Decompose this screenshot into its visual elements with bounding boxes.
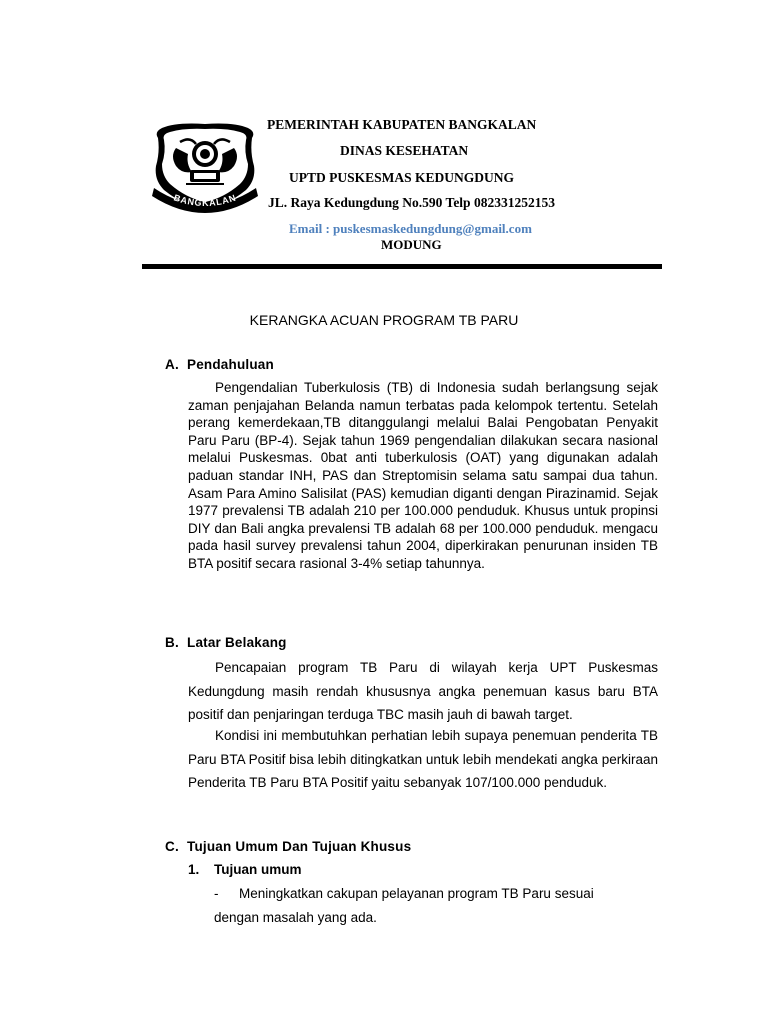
letterhead-department: DINAS KESEHATAN: [340, 143, 469, 158]
letterhead-city: MODUNG: [381, 237, 442, 252]
subsection-c1-number: 1.: [188, 862, 200, 877]
section-c-heading: [165, 839, 411, 854]
section-a-title: Pendahuluan: [187, 357, 274, 372]
subsection-c1-title: Tujuan umum: [214, 862, 302, 877]
logo-banner-text: BANGKALAN: [172, 192, 238, 209]
letterhead-address: JL. Raya Kedungdung No.590 Telp 082331252153: [268, 195, 555, 210]
letterhead-unit: UPTD PUSKESMAS KEDUNGDUNG: [289, 170, 515, 185]
section-b-paragraph-1: [188, 656, 658, 727]
section-b-paragraph-1-text: Pencapaian program TB Paru di wilayah kerja UPT Puskesmas Kedungdung masih rendah khususnya angka penemuan kasus baru BTA positif dan penjaringan terduga TBC masih jauh di bawah target.: [188, 660, 658, 722]
section-a-heading: [165, 357, 274, 372]
bullet-line-2: dengan masalah yang ada.: [214, 910, 377, 925]
letterhead-government: PEMERINTAH KABUPATEN BANGKALAN: [267, 117, 537, 132]
subsection-c1-heading: [188, 862, 302, 877]
section-a-paragraph: [188, 379, 658, 573]
list-item: [214, 882, 659, 930]
section-b-title: Latar Belakang: [187, 635, 287, 650]
section-b-paragraph-2: [188, 724, 658, 795]
bangkalan-emblem-logo: [146, 118, 264, 218]
document-title: KERANGKA ACUAN PROGRAM TB PARU: [249, 312, 519, 328]
section-c-letter: C.: [165, 839, 179, 854]
letterhead-email: Email : puskesmaskedungdung@gmail.com: [289, 221, 532, 236]
bullet-line-1: Meningkatkan cakupan pelayanan program TB Paru sesuai: [239, 886, 594, 901]
section-b-paragraph-2-text: Kondisi ini membutuhkan perhatian lebih supaya penemuan penderita TB Paru BTA Positif bisa lebih ditingkatkan untuk lebih mendekati angka perkiraan Penderita TB Paru BTA Positif yaitu sebanyak 107/100.000 penduduk.: [188, 728, 658, 790]
section-a-letter: A.: [165, 357, 179, 372]
bullet-dash: -: [214, 886, 219, 901]
section-b-letter: B.: [165, 635, 179, 650]
letterhead-divider: [142, 264, 662, 269]
section-a-paragraph-text: Pengendalian Tuberkulosis (TB) di Indonesia sudah berlangsung sejak zaman penjajahan Belanda namun terbatas pada kelompok tertentu. Setelah perang kemerdekaan,TB ditanggulangi melalui Balai Pengobatan Penyakit Paru Paru (BP-4). Sejak tahun 1969 pengendalian dilakukan secara nasional melalui Puskesmas. 0bat anti tuberkulosis (OAT) yang digunakan adalah paduan standar INH, PAS dan Streptomisin selama satu sampai dua tahun. Asam Para Amino Salisilat (PAS) kemudian diganti dengan Pirazinamid. Sejak 1977 prevalensi TB adalah 210 per 100.000 penduduk. Khusus untuk propinsi DIY dan Bali angka prevalensi TB adalah 68 per 100.000 penduduk. mengacu pada hasil survey prevalensi tahun 2004, diperkirakan penurunan insiden TB BTA positif secara rasional 3-4% setiap tahunnya.: [188, 380, 658, 571]
section-c-title: Tujuan Umum Dan Tujuan Khusus: [187, 839, 412, 854]
section-b-heading: [165, 635, 287, 650]
